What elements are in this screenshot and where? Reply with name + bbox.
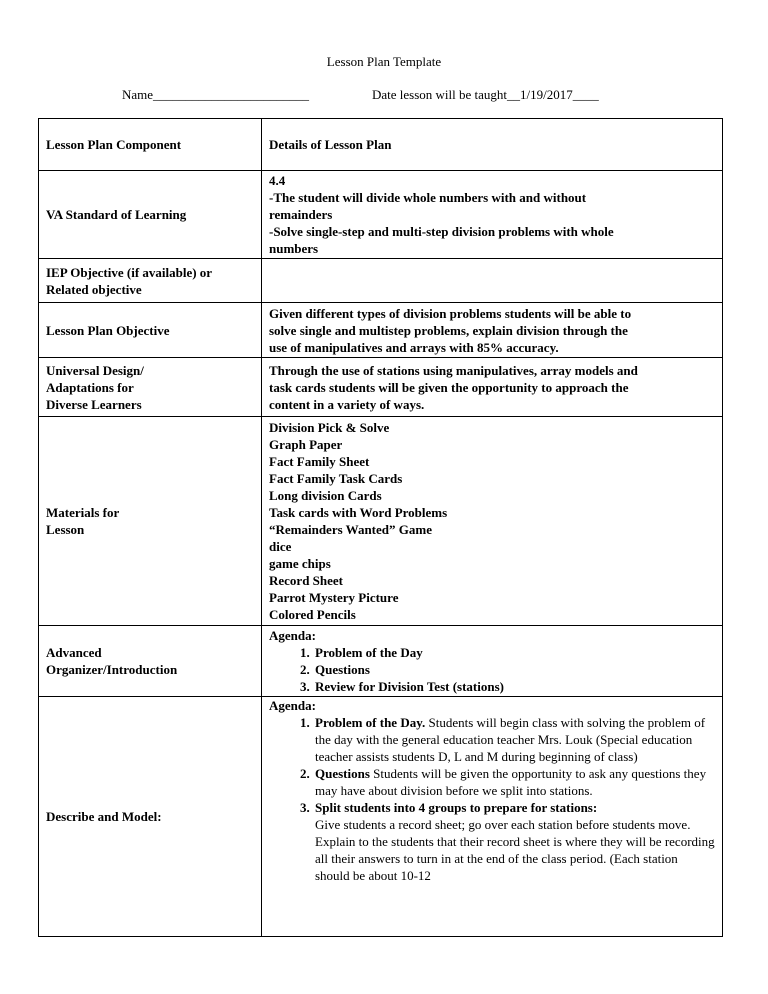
advanced-agenda-list	[269, 644, 715, 695]
material-item: game chips	[269, 556, 331, 571]
va-standard-label: VA Standard of Learning	[39, 171, 262, 259]
describe-item-text: Students will begin class with solving the problem of the day with the general education teacher Mrs. Louk (Special education teacher assists students D, L and M during beginning of class)	[315, 715, 706, 764]
advanced-label-line: Advanced	[46, 645, 102, 660]
name-field-line: Name________________________	[122, 87, 310, 102]
materials-label-line: Lesson	[46, 522, 85, 537]
agenda-item: 1. Problem of the Day	[313, 644, 715, 661]
document-title: Lesson Plan Template	[326, 54, 442, 69]
advanced-label-line: Organizer/Introduction	[46, 662, 178, 677]
describe-item-heading: 3. Split students into 4 groups to prepare for stations:	[315, 800, 598, 815]
universal-design-details	[262, 358, 723, 417]
header-component: Lesson Plan Component	[39, 119, 262, 171]
materials-label-line: Materials for	[46, 505, 120, 520]
udl-line: Through the use of stations using manipulatives, array models and	[269, 362, 638, 378]
iep-objective-details	[262, 259, 723, 303]
lesson-objective-details	[262, 303, 723, 358]
describe-item-text: Give students a record sheet; go over each station before students move. Explain to the students that their record sheet is where they will be recording all their answers to turn in at the end of the class period. (Each station should be about 10-12	[315, 817, 715, 883]
describe-item-heading: Questions	[315, 766, 370, 781]
udl-label-line: Diverse Learners	[46, 396, 142, 412]
header-details: Details of Lesson Plan	[262, 119, 723, 171]
material-item: Fact Family Task Cards	[269, 471, 403, 486]
agenda-label: Agenda:	[269, 628, 316, 643]
iep-objective-label	[39, 259, 262, 303]
va-standard-details	[262, 171, 723, 259]
material-item: Parrot Mystery Picture	[269, 590, 399, 605]
agenda-label: Agenda:	[269, 698, 316, 713]
objective-line: use of manipulatives and arrays with 85% accuracy.	[269, 339, 559, 355]
udl-label-line: Universal Design/	[46, 362, 144, 378]
row-va-standard	[39, 171, 723, 259]
row-lesson-objective	[39, 303, 723, 358]
material-item: Division Pick & Solve	[269, 420, 390, 435]
describe-item-text: Students will be given the opportunity to ask any questions they may have about division before we split into stations.	[315, 766, 707, 798]
va-line: 4.4	[269, 173, 286, 188]
lesson-plan-table	[38, 118, 723, 937]
row-iep-objective	[39, 259, 723, 303]
objective-line: Given different types of division problems students will be able to	[269, 305, 632, 321]
objective-line: solve single and multistep problems, explain division through the	[269, 322, 628, 338]
row-materials	[39, 417, 723, 626]
table-header-row	[39, 119, 723, 171]
row-universal-design	[39, 358, 723, 417]
material-item: Record Sheet	[269, 573, 344, 588]
material-item: Colored Pencils	[269, 607, 356, 622]
material-item: “Remainders Wanted” Game	[269, 522, 432, 537]
udl-line: content in a variety of ways.	[269, 396, 425, 412]
udl-label-line: Adaptations for	[46, 379, 134, 395]
va-line: -The student will divide whole numbers with and without	[269, 190, 587, 205]
describe-item	[313, 765, 715, 799]
materials-list	[262, 417, 723, 626]
advanced-organizer-details	[262, 626, 723, 697]
describe-model-label: Describe and Model:	[39, 697, 262, 937]
row-describe-model	[39, 697, 723, 937]
agenda-item: 2. Questions	[313, 661, 715, 678]
describe-agenda-list	[269, 714, 715, 884]
row-advanced-organizer	[39, 626, 723, 697]
describe-model-details	[262, 697, 723, 937]
va-line: -Solve single-step and multi-step division problems with whole	[269, 224, 614, 239]
material-item: Long division Cards	[269, 488, 382, 503]
material-item: Fact Family Sheet	[269, 454, 370, 469]
date-taught-line: Date lesson will be taught__1/19/2017____	[372, 87, 599, 102]
agenda-item: 3. Review for Division Test (stations)	[313, 678, 715, 695]
material-item: dice	[269, 539, 292, 554]
describe-item	[313, 714, 715, 765]
va-line: remainders	[269, 207, 333, 222]
describe-item-heading: Problem of the Day.	[315, 715, 426, 730]
material-item: Task cards with Word Problems	[269, 505, 448, 520]
describe-item	[313, 799, 715, 884]
udl-line: task cards students will be given the opportunity to approach the	[269, 379, 629, 395]
va-line: numbers	[269, 241, 319, 256]
iep-label-line: IEP Objective (if available) or	[46, 264, 213, 280]
iep-label-line: Related objective	[46, 281, 142, 297]
material-item: Graph Paper	[269, 437, 343, 452]
universal-design-label	[39, 358, 262, 417]
lesson-objective-label: Lesson Plan Objective	[39, 303, 262, 358]
materials-label	[39, 417, 262, 626]
advanced-organizer-label	[39, 626, 262, 697]
